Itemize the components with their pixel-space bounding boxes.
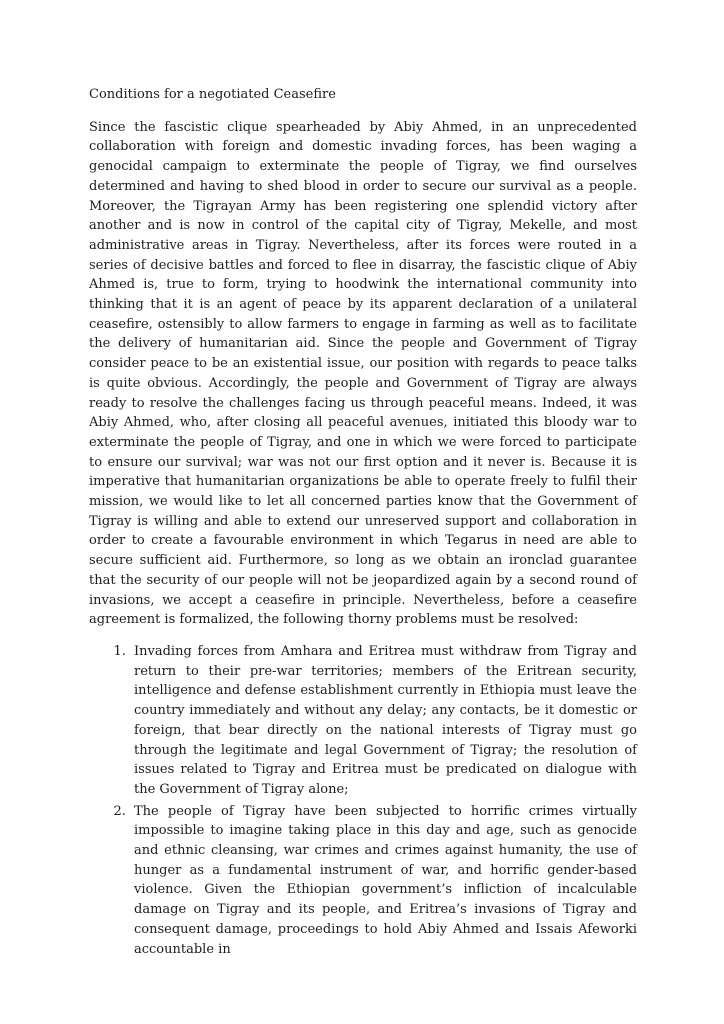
list-item-1: 1. Invading forces from Amhara and Eritrea must withdraw from Tigray and return to their pre-war territories; members of the Eritrean security, intelligence and defense establishment currently in Ethiopia must leave the country immediately and without any delay; any contacts, be it domestic or foreign, that bear directly on the national interests of Tigray must go through the legitimate and legal Government of Tigray; the resolution of issues related to Tigray and Eritrea must be predicated on dialogue with the Government of Tigray alone; [130, 642, 637, 800]
document-title: Conditions for a negotiated Ceasefire [89, 87, 336, 102]
numbered-list [89, 642, 637, 959]
body-paragraph: Since the fascistic clique spearheaded by Abiy Ahmed, in an unprecedented collaboration with foreign and domestic invading forces, has been waging a genocidal campaign to exterminate the people of Tigray, we find ourselves determined and having to shed blood in order to secure our survival as a people. Moreover, the Tigrayan Army has been registering one splendid victory after another and is now in control of the capital city of Tigray, Mekelle, and most administrative areas in Tigray. Nevertheless, after its forces were routed in a series of decisive battles and forced to flee in disarray, the fascistic clique of Abiy Ahmed is, true to form, trying to hoodwink the international community into thinking that it is an agent of peace by its apparent declaration of a unilateral ceasefire, ostensibly to allow farmers to engage in farming as well as to facilitate the delivery of humanitarian aid. Since the people and Government of Tigray consider peace to be an existential issue, our position with regards to peace talks is quite obvious. Accordingly, the people and Government of Tigray are always ready to resolve the challenges facing us through peaceful means. Indeed, it was Abiy Ahmed, who, after closing all peaceful avenues, initiated this bloody war to exterminate the people of Tigray, and one in which we were forced to participate to ensure our survival; war was not our first option and it never is. Because it is imperative that humanitarian organizations be able to operate freely to fulfil their mission, we would like to let all concerned parties know that the Government of Tigray is willing and able to extend our unreserved support and collaboration in order to create a favourable environment in which Tegarus in need are able to secure sufficient aid. Furthermore, so long as we obtain an ironclad guarantee that the security of our people will not be jeopardized again by a second round of invasions, we accept a ceasefire in principle. Nevertheless, before a ceasefire agreement is formalized, the following thorny problems must be resolved: [89, 119, 637, 628]
list-item-2: 2. The people of Tigray have been subjected to horrific crimes virtually impossible to imagine taking place in this day and age, such as genocide and ethnic cleansing, war crimes and crimes against humanity, the use of hunger as a fundamental instrument of war, and horrific gender-based violence. Given the Ethiopian government’s infliction of incalculable damage on Tigray and its people, and Eritrea’s invasions of Tigray and consequent damage, proceedings to hold Abiy Ahmed and Issais Afeworki accountable in [130, 802, 637, 960]
